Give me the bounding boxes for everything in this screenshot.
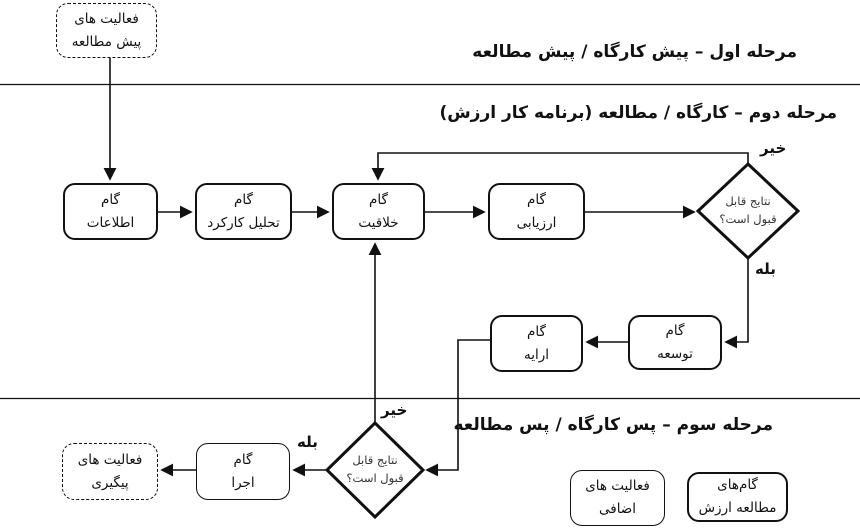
- presentation-step-label-line2: ارایه: [523, 346, 550, 363]
- decision1-question-line2: قبول است؟: [719, 211, 777, 226]
- execution-step-label-line1: گام: [233, 451, 253, 468]
- follow-up-activities-box: [62, 443, 158, 500]
- decision2-question-text: [325, 452, 425, 488]
- arrow-presentation-to-decision2: [427, 340, 490, 470]
- development-step-label-line2: توسعه: [657, 345, 693, 362]
- presentation-step-box: [490, 315, 583, 372]
- decision2-yes-label: بله: [297, 433, 318, 451]
- stage2-title: مرحله دوم – کارگاه / مطالعه (برنامه کار ارزش): [439, 103, 837, 123]
- function-analysis-step-label-line1: گام: [234, 191, 253, 208]
- presentation-step-label-line1: گام: [527, 323, 546, 340]
- evaluation-step-box: [488, 183, 585, 240]
- legend-additional-activities-line2: اضافی: [598, 501, 637, 517]
- creativity-step-label-line2: خلاقیت: [358, 214, 399, 231]
- decision1-question-line1: نتایج قابل: [725, 194, 771, 208]
- arrow-decision1-no-loop: [378, 153, 748, 179]
- legend-value-study-steps-line2: مطالعه ارزش: [698, 500, 777, 516]
- pre-study-activities-label-line1: فعالیت های: [74, 10, 139, 27]
- information-step-label-line2: اطلاعات: [86, 214, 135, 231]
- legend-value-study-steps-line1: گام‌های: [717, 477, 758, 494]
- legend-additional-activities-box: [570, 470, 665, 526]
- legend-value-study-steps-box: [687, 472, 788, 522]
- pre-study-activities-box: [56, 3, 157, 58]
- evaluation-step-label-line1: گام: [527, 191, 546, 208]
- development-step-label-line1: گام: [665, 322, 685, 339]
- decision2-question-line1: نتایج قابل: [352, 453, 398, 467]
- evaluation-step-label-line2: ارزیابی: [516, 214, 557, 231]
- follow-up-activities-label-line1: فعالیت های: [77, 451, 143, 468]
- creativity-step-label-line1: گام: [369, 191, 388, 208]
- decision1-question-text: [698, 193, 798, 229]
- stage3-title: مرحله سوم – پس کارگاه / پس مطالعه: [453, 415, 773, 435]
- decision2-question-line2: قبول است؟: [346, 470, 404, 485]
- function-analysis-step-label-line2: تحلیل کارکرد: [207, 214, 280, 231]
- follow-up-activities-label-line2: پیگیری: [91, 474, 129, 491]
- decision1-no-label: خیر: [760, 139, 787, 157]
- legend-additional-activities-line1: فعالیت های: [585, 478, 650, 495]
- stage1-title: مرحله اول – پیش کارگاه / پیش مطالعه: [472, 42, 797, 62]
- decision2-no-label: خیر: [381, 401, 408, 419]
- arrow-decision1-yes-to-development: [726, 258, 748, 342]
- development-step-box: [628, 315, 722, 370]
- execution-step-label-line2: اجرا: [231, 474, 255, 491]
- creativity-step-box: [332, 183, 425, 240]
- information-step-box: [63, 183, 158, 240]
- execution-step-box: [196, 443, 290, 500]
- information-step-label-line1: گام: [101, 191, 120, 208]
- function-analysis-step-box: [195, 183, 292, 240]
- decision1-yes-label: بله: [755, 260, 776, 278]
- pre-study-activities-label-line2: پیش مطالعه: [71, 33, 142, 50]
